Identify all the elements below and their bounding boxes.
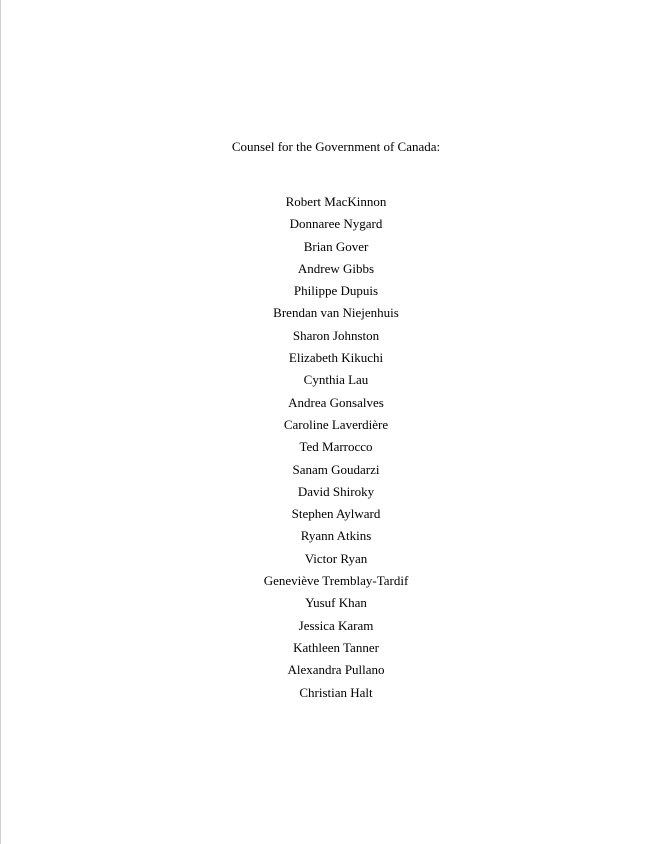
counsel-name: Caroline Laverdière (283, 416, 389, 432)
counsel-name: Brian Gover (303, 238, 369, 254)
counsel-name: Andrew Gibbs (297, 260, 375, 276)
counsel-name: Brendan van Niejenhuis (273, 305, 399, 321)
counsel-name: Cynthia Lau (303, 372, 369, 388)
counsel-name: Philippe Dupuis (293, 283, 379, 299)
counsel-name: Sharon Johnston (292, 327, 380, 343)
counsel-name: David Shiroky (297, 483, 375, 499)
counsel-name: Donnaree Nygard (289, 216, 383, 232)
counsel-name: Christian Halt (299, 684, 373, 700)
counsel-name: Andrea Gonsalves (288, 394, 384, 410)
counsel-list (1, 193, 652, 706)
counsel-name: Stephen Aylward (291, 506, 381, 522)
section-heading: Counsel for the Government of Canada: (231, 139, 441, 154)
counsel-name: Yusuf Khan (305, 595, 367, 611)
counsel-name: Alexandra Pullano (287, 662, 385, 678)
counsel-name: Ted Marrocco (299, 439, 373, 455)
counsel-name: Victor Ryan (304, 550, 368, 566)
counsel-name: Sanam Goudarzi (292, 461, 380, 477)
counsel-name: Elizabeth Kikuchi (288, 350, 384, 366)
counsel-name: Jessica Karam (298, 617, 374, 633)
counsel-name: Kathleen Tanner (293, 639, 379, 655)
counsel-name: Ryann Atkins (300, 528, 372, 544)
counsel-name: Robert MacKinnon (285, 194, 387, 209)
counsel-name: Geneviève Tremblay-Tardif (263, 573, 409, 589)
